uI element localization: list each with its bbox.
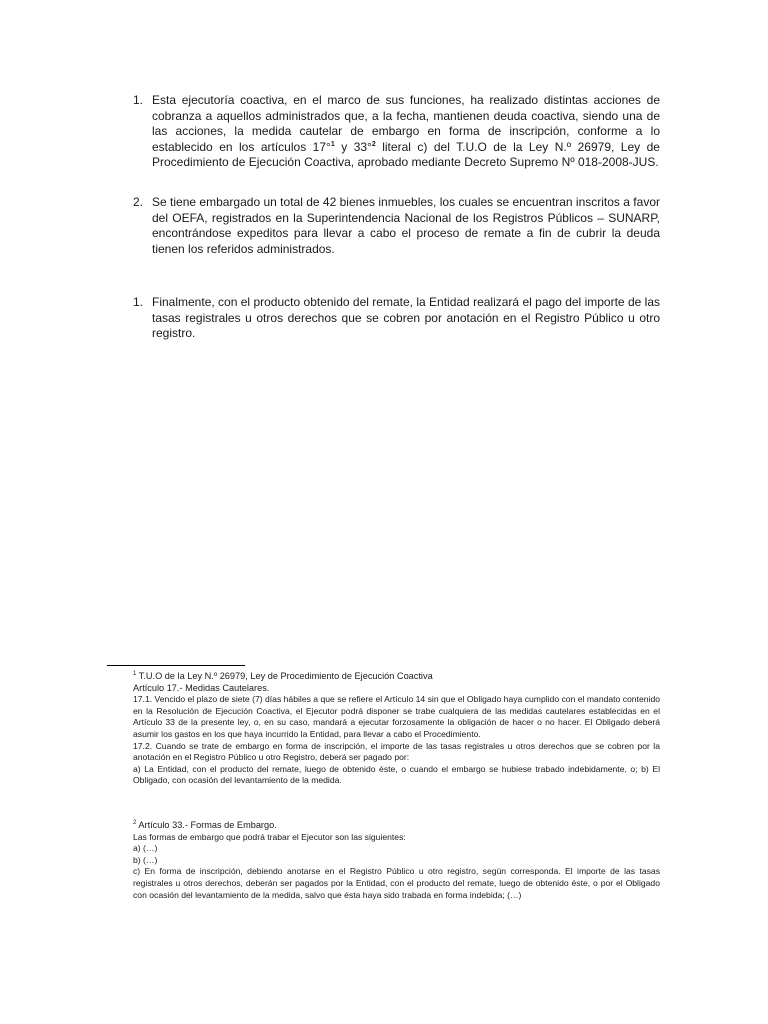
- footnote-paragraph: a) (…): [133, 843, 158, 854]
- list-text-part: y 33°: [334, 139, 372, 154]
- footnote-ref-1[interactable]: 1: [330, 140, 335, 148]
- footnote-article-text: Artículo 33.- Formas de Embargo.: [136, 820, 277, 830]
- footnote-1: [133, 671, 660, 787]
- footnote-title-text: T.U.O de la Ley N.º 26979, Ley de Procedimiento de Ejecución Coactiva: [136, 671, 433, 681]
- list-text: Se tiene embargado un total de 42 bienes inmuebles, los cuales se encuentran inscritos a favor del OEFA, registrados en la Superintendencia Nacional de los Registros Públicos – SUNARP, encontrándose expeditos para llevar a cabo el proceso de remate a fin de cubrir la deuda tienen los referidos administrados.: [152, 195, 660, 256]
- footnote-paragraph: Las formas de embargo que podrá trabar el Ejecutor son las siguientes:: [133, 831, 406, 842]
- footnote-paragraph: b) (…): [133, 854, 158, 865]
- footnote-2: [133, 820, 660, 901]
- footnote-paragraph: a) La Entidad, con el producto del remate, luego de obtenido éste, o cuando el embargo se hubiese trabado indebidamente, o; b) El Obligado, con ocasión del levantamiento de la medida.: [133, 763, 660, 786]
- footnote-title: [133, 671, 660, 683]
- list-text-part: Esta ejecutoría coactiva, en el marco de sus funciones, ha realizado distintas acciones de cobranza a aquellos administrados que, a la fecha, mantienen deuda coactiva, siendo una de las acciones, la medida cautelar de embargo en forma de inscripción, conforme a lo establecido en los artículos 17°: [152, 93, 660, 154]
- footnote-paragraph: 17.1. Vencido el plazo de siete (7) días hábiles a que se refiere el Artículo 14 sin que el Obligado haya cumplido con el mandato contenido en la Resolución de Ejecución Coactiva, el Ejecutor podrá disponer se trabe cualquiera de las medidas cautelares establecidas en el Artículo 33 de la presente ley, o, en su caso, mandará a ejecutar forzosamente la obligación de hacer o no hacer. El Obligado deberá asumir los gastos en los que haya incurrido la Entidad, para llevar a cabo el Procedimiento.: [133, 694, 660, 739]
- list-text-part: literal c) del T.U.O de la Ley N.º 26979, Ley de Procedimiento de Ejecución Coactiva, aprobado mediante Decreto Supremo Nº 018-2008-JUS.: [152, 139, 660, 170]
- list-number: 1.: [133, 93, 144, 107]
- footnote-separator: [107, 665, 245, 666]
- footnote-article: [133, 820, 660, 832]
- footnote-paragraph: 17.2. Cuando se trate de embargo en forma de inscripción, el importe de las tasas registrales u otros derechos que se cobren por la anotación en el Registro Público u otro Registro, deberá ser pagado por:: [133, 740, 660, 763]
- list-item-2: [133, 195, 660, 257]
- footnote-marker: 1: [133, 670, 137, 677]
- list-text: Finalmente, con el producto obtenido del remate, la Entidad realizará el pago del importe de las tasas registrales u otros derechos que se cobren por anotación en el Registro Público u otro registro.: [152, 295, 660, 341]
- list-number: 1.: [133, 295, 144, 309]
- footnote-marker: 2: [133, 819, 137, 826]
- list-item-1: [133, 93, 660, 171]
- footnote-paragraph: c) En forma de inscripción, debiendo anotarse en el Registro Público u otro registro, según corresponda. El importe de las tasas registrales u otros derechos, deberán ser pagados por la Entidad, con el producto del remate, luego de obtenido éste, o por el Obligado con ocasión del levantamiento de la medida, salvo que ésta haya sido trabada en forma indebida; (…): [133, 866, 660, 900]
- footnote-ref-2[interactable]: 2: [371, 140, 376, 148]
- list-text: [152, 93, 660, 171]
- footnote-article: Artículo 17.- Medidas Cautelares.: [133, 682, 270, 693]
- list-number: 2.: [133, 195, 144, 209]
- list-item-3: [133, 295, 660, 342]
